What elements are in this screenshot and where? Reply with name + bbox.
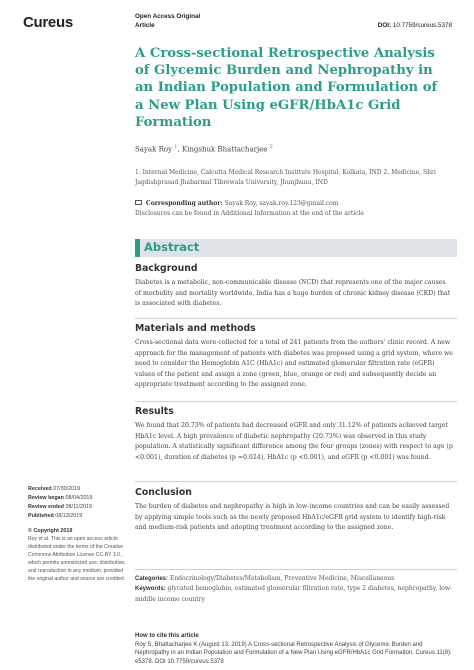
envelope-icon (135, 200, 142, 205)
copyright-heading: © Copyright 2019 (28, 528, 73, 534)
keywords-value: glycated hemoglobin, estimated glomerular filtration rate, type 2 diabetes, nephropathy, low-middle income country (135, 585, 453, 603)
corresponding-author-contact[interactable]: Sayak Roy, sayak.roy.123@gmail.com (224, 200, 339, 207)
author-name[interactable]: Sayak Roy (135, 145, 173, 154)
date-row: Review began 08/04/2019 (28, 495, 93, 501)
keywords-line (135, 584, 457, 604)
citation-text: Roy S, Bhattacharjee K (August 13, 2019) A Cross-sectional Retrospective Analysis of Glycemic Burden and Nephropathy in an Indian Population and Formulation of a New Plan Using eGFR/HbA1c Grid Formation. Cureus 11(8): e5378. DOI 10.7759/cureus.5378 (135, 641, 452, 665)
citation-block (135, 632, 455, 666)
author-affiliation-mark: 2 (269, 144, 273, 150)
doi-header (378, 22, 452, 29)
article-type (135, 13, 200, 30)
article-type-line2: Article (135, 21, 155, 29)
doi-value[interactable]: 10.7759/cureus.5378 (392, 22, 452, 29)
categories-line (135, 574, 457, 584)
section-text: Cross-sectional data were collected for a total of 241 patients from the authors' clinic record. A new approach for the management of patients with diabetes was proposed using a grid system, where we need to consider the Hemoglobin A1C (HbA1c) and estimated glomerular filtration rate (eGFR) values of the patient and assign a zone (green, blue, orange or red) and subsequently decide an appropriate treatment according to the assigned zone. (135, 339, 453, 389)
author-affiliation-mark: 1 (174, 144, 178, 150)
publication-dates (28, 485, 92, 521)
date-row: Review ended 08/11/2019 (28, 504, 93, 510)
background-section (135, 263, 453, 310)
corresponding-author-label: Corresponding author: (145, 200, 223, 207)
author-list: Sayak Roy $^1$, Kingshuk Bhattacharjee $^2$ (135, 144, 273, 154)
section-divider (135, 318, 457, 319)
doi-label: DOI: (377, 22, 392, 29)
date-row: Published 08/13/2019 (28, 513, 83, 519)
article-title: A Cross-sectional Retrospective Analysis of Glycemic Burden and Nephropathy in an Indian Population and Formulation of a New Plan Using eGFR/HbA1c Grid Formation (135, 46, 438, 130)
section-divider (135, 401, 457, 402)
methods-section (135, 323, 453, 391)
journal-logo: Cureus (23, 14, 73, 31)
abstract-heading-bar (135, 239, 457, 257)
date-row: Received 07/30/2019 (28, 486, 81, 492)
affiliations: 1. Internal Medicine, Calcutta Medical Research Institute Hospital, Kolkata, IND 2. Medicine, Shri Jagdishprasad Jhabarmal Tibrewala University, Jhunjhunu, IND (135, 169, 436, 186)
section-heading: Background (135, 263, 198, 274)
author-name[interactable]: Kingshuk Bhattacharjee (181, 145, 268, 154)
categories-label: Categories: (135, 576, 169, 582)
keywords-label: Keywords: (135, 586, 166, 593)
categories-keywords (135, 574, 457, 604)
copyright-text: Roy et al. This is an open access article distributed under the terms of the Creative Commons Attribution License CC-BY 3.0., which permits unrestricted use, distribution, and reproduction in any medium, provided the original author and source are credited. (28, 536, 126, 582)
section-heading: Results (135, 406, 174, 417)
citation-heading: How to cite this article (135, 633, 199, 639)
section-heading: Conclusion (135, 487, 192, 498)
disclosures-note: Disclosures can be found in Additional Information at the end of the article (135, 209, 364, 217)
abstract-heading: Abstract (144, 240, 200, 254)
section-divider (135, 481, 457, 482)
section-heading: Materials and methods (135, 323, 256, 334)
conclusion-section (135, 487, 453, 534)
section-divider (135, 569, 457, 570)
section-text: We found that 20.73% of patients had decreased eGFR and only 31.12% of patients achieved target HbA1c level. A high prevalence of diabetic nephropathy (20.73%) was observed in this study population. A statistically significant difference among the four groups (zones) with respect to age (p <0.001), duration of diabetes (p =0.024), HbA1c (p <0.001), and eGFR (p <0.001) was found. (135, 422, 453, 461)
results-section (135, 406, 453, 463)
correspondence-block (135, 199, 450, 218)
section-text: The burden of diabetes and nephropathy is high in low-income countries and can be easily assessed by applying simple tools such as the newly proposed HbA1c/eGFR grid system to identify high-risk and medium-risk patients and adopting treatment according to the assigned zone. (135, 503, 450, 532)
article-type-line1: Open Access Original (135, 13, 201, 20)
categories-value: Endocrinology/Diabetes/Metabolism, Preventive Medicine, Miscellaneous (169, 575, 395, 582)
section-text: Diabetes is a metabolic, non-communicable disease (NCD) that represents one of the major causes of morbidity and mortality worldwide. India has a huge burden of chronic kidney disease (CKD) that is associated with diabetes. (135, 279, 451, 308)
copyright-notice (28, 527, 126, 583)
